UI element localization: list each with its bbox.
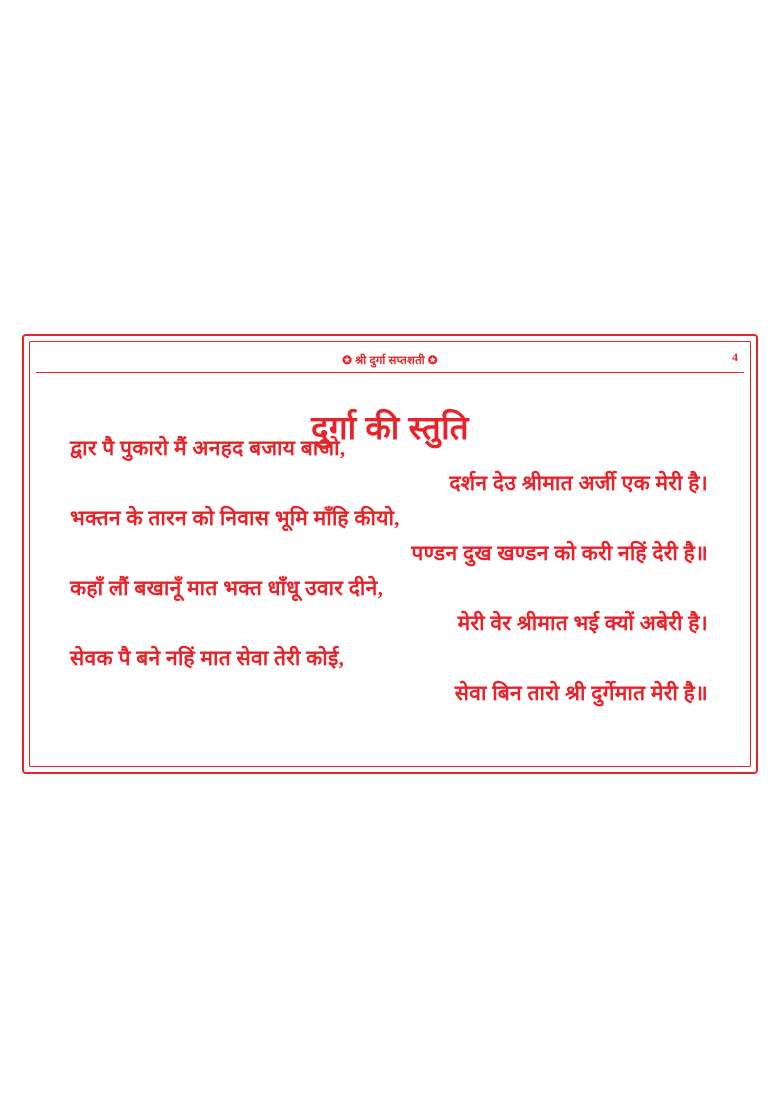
header-divider	[36, 372, 744, 373]
verse-line: दर्शन देउ श्रीमात अर्जी एक मेरी है।	[449, 471, 708, 495]
scanned-page-panel	[22, 334, 758, 774]
verse-line: सेवक पै बने नहिं मात सेवा तेरी कोई,	[70, 646, 345, 670]
running-header-strip	[36, 348, 744, 372]
page-title: दुर्गा की स्तुति	[310, 411, 470, 448]
running-header-text: ✪ श्री दुर्गा सप्तशती ✪	[342, 354, 438, 367]
verse-line: सेवा बिन तारो श्री दुर्गेमात मेरी है॥	[454, 681, 708, 705]
verse-line: द्वार पै पुकारो मैं अनहद बजाय बाजो,	[70, 436, 346, 460]
verse-block	[64, 438, 716, 718]
verse-line: पण्डन दुख खण्डन को करी नहिं देरी है॥	[411, 541, 708, 565]
verse-line: कहाँ लौं बखानूँ मात भक्त धाँधू उवार दीने,	[70, 576, 384, 600]
verse-line: भक्तन के तारन को निवास भूमि माँहि कीयो,	[70, 506, 400, 530]
panel-inner-border	[29, 341, 751, 767]
page-number: 4	[732, 350, 738, 364]
verse-line: मेरी वेर श्रीमात भई क्यों अबेरी है।	[457, 611, 708, 635]
